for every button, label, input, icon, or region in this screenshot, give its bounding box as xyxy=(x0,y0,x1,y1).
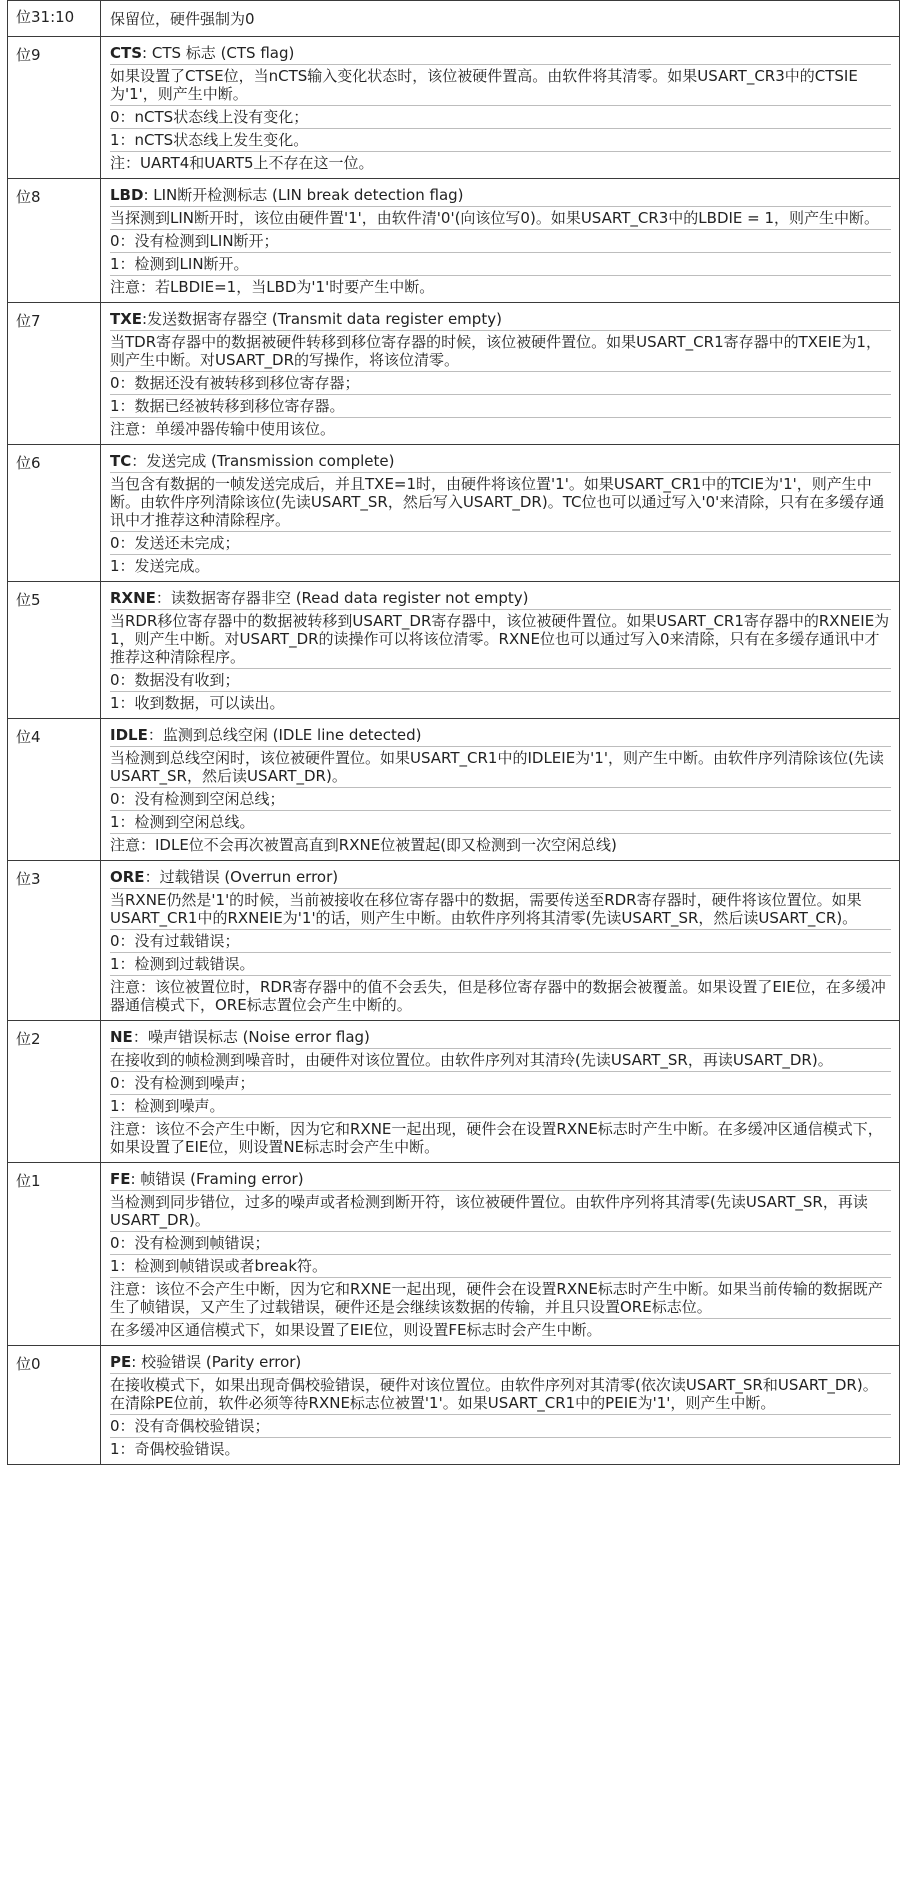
bit-abbreviation: TXE xyxy=(110,310,143,328)
bit-description-line: 0：发送还未完成； xyxy=(110,531,891,554)
bit-description-line: 注意：单缓冲器传输中使用该位。 xyxy=(110,417,891,440)
bit-description-line: 0：没有奇偶校验错误； xyxy=(110,1414,891,1437)
bit-abbreviation: CTS xyxy=(110,44,143,62)
bit-row xyxy=(8,303,900,445)
bit-title-text: : 帧错误 (Framing error) xyxy=(130,1170,304,1188)
bit-description xyxy=(101,303,900,445)
bit-label: 位3 xyxy=(8,861,101,1021)
bit-abbreviation: LBD xyxy=(110,186,144,204)
bit-title xyxy=(110,1168,891,1190)
bit-description-line: 0：数据没有收到； xyxy=(110,668,891,691)
bit-label: 位31:10 xyxy=(8,1,101,37)
bit-label: 位0 xyxy=(8,1346,101,1465)
bit-description-line: 0：没有检测到LIN断开； xyxy=(110,229,891,252)
bit-description-line: 在接收到的帧检测到噪音时，由硬件对该位置位。由软件序列对其清玲(先读USART_SR，再读USART_DR)。 xyxy=(110,1048,891,1071)
bit-description-line: 注意：该位不会产生中断，因为它和RXNE一起出现，硬件会在设置RXNE标志时产生中断。在多缓冲区通信模式下，如果设置了EIE位，则设置NE标志时会产生中断。 xyxy=(110,1117,891,1158)
bit-title xyxy=(110,8,891,30)
bit-description-line: 当探测到LIN断开时，该位由硬件置'1'，由软件清'0'(向该位写0)。如果USART_CR3中的LBDIE = 1，则产生中断。 xyxy=(110,206,891,229)
bit-description xyxy=(101,1,900,37)
bit-title xyxy=(110,587,891,609)
bit-description-line: 1：检测到噪声。 xyxy=(110,1094,891,1117)
bit-description-line: 在多缓冲区通信模式下，如果设置了EIE位，则设置FE标志时会产生中断。 xyxy=(110,1318,891,1341)
bit-title-text: :发送数据寄存器空 (Transmit data register empty) xyxy=(142,310,502,328)
bit-description-line: 当检测到同步错位，过多的噪声或者检测到断开符，该位被硬件置位。由软件序列将其清零(先读USART_SR，再读USART_DR)。 xyxy=(110,1190,891,1231)
bit-description-line: 1：奇偶校验错误。 xyxy=(110,1437,891,1460)
bit-description-line: 当TDR寄存器中的数据被硬件转移到移位寄存器的时候，该位被硬件置位。如果USART_CR1寄存器中的TXEIE为1，则产生中断。对USART_DR的写操作，将该位清零。 xyxy=(110,330,891,371)
bit-abbreviation: FE xyxy=(110,1170,131,1188)
bit-description xyxy=(101,582,900,719)
bit-description-line: 0：数据还没有被转移到移位寄存器； xyxy=(110,371,891,394)
bit-title-text: ：监测到总线空闲 (IDLE line detected) xyxy=(147,726,422,744)
bit-description-line: 在接收模式下，如果出现奇偶校验错误，硬件对该位置位。由软件序列对其清零(依次读USART_SR和USART_DR)。在清除PE位前，软件必须等待RXNE标志位被置'1'。如果USART_CR1中的PEIE为'1'，则产生中断。 xyxy=(110,1373,891,1414)
bit-abbreviation: TC xyxy=(110,452,132,470)
bit-abbreviation: RXNE xyxy=(110,589,156,607)
bit-label: 位1 xyxy=(8,1163,101,1346)
bit-label: 位7 xyxy=(8,303,101,445)
bit-row xyxy=(8,445,900,582)
bit-row xyxy=(8,861,900,1021)
bit-description-line: 1：检测到帧错误或者break符。 xyxy=(110,1254,891,1277)
bit-title xyxy=(110,1351,891,1373)
bit-description-line: 1：检测到空闲总线。 xyxy=(110,810,891,833)
bit-description-line: 当RDR移位寄存器中的数据被转移到USART_DR寄存器中，该位被硬件置位。如果USART_CR1寄存器中的RXNEIE为1，则产生中断。对USART_DR的读操作可以将该位清零。RXNE位也可以通过写入0来清除，只有在多缓存通讯中才推荐这种清除程序。 xyxy=(110,609,891,668)
bit-description xyxy=(101,1346,900,1465)
bit-title xyxy=(110,866,891,888)
bit-title xyxy=(110,308,891,330)
bit-label: 位2 xyxy=(8,1021,101,1163)
bit-title-text: ：读数据寄存器非空 (Read data register not empty) xyxy=(155,589,529,607)
bit-title xyxy=(110,724,891,746)
bit-title xyxy=(110,1026,891,1048)
bit-abbreviation: NE xyxy=(110,1028,133,1046)
bit-title-text: 保留位，硬件强制为0 xyxy=(110,10,255,28)
bit-description xyxy=(101,861,900,1021)
bit-row xyxy=(8,179,900,303)
bit-title-text: : CTS 标志 (CTS flag) xyxy=(142,44,295,62)
bit-description-line: 1：收到数据，可以读出。 xyxy=(110,691,891,714)
bit-title-text: ：发送完成 (Transmission complete) xyxy=(131,452,395,470)
bit-title-text: : LIN断开检测标志 (LIN break detection flag) xyxy=(143,186,464,204)
bit-description-line: 注意：若LBDIE=1，当LBD为'1'时要产生中断。 xyxy=(110,275,891,298)
bit-abbreviation: IDLE xyxy=(110,726,148,744)
bit-abbreviation: ORE xyxy=(110,868,145,886)
bit-row xyxy=(8,1021,900,1163)
bit-description xyxy=(101,1021,900,1163)
bit-label: 位6 xyxy=(8,445,101,582)
bit-description-line: 当RXNE仍然是'1'的时候，当前被接收在移位寄存器中的数据，需要传送至RDR寄存器时，硬件将该位置位。如果USART_CR1中的RXNEIE为'1'的话，则产生中断。由软件序列将其清零(先读USART_SR，然后读USART_CR)。 xyxy=(110,888,891,929)
bit-label: 位4 xyxy=(8,719,101,861)
bit-description xyxy=(101,179,900,303)
bit-description xyxy=(101,445,900,582)
bit-description xyxy=(101,1163,900,1346)
bit-label: 位8 xyxy=(8,179,101,303)
bit-description-line: 1：nCTS状态线上发生变化。 xyxy=(110,128,891,151)
bit-table-body xyxy=(8,1,900,1465)
bit-description-line: 注意：IDLE位不会再次被置高直到RXNE位被置起(即又检测到一次空闲总线) xyxy=(110,833,891,856)
bit-description-line: 0：nCTS状态线上没有变化； xyxy=(110,105,891,128)
bit-row xyxy=(8,1346,900,1465)
bit-row xyxy=(8,37,900,179)
bit-description-line: 当包含有数据的一帧发送完成后，并且TXE=1时，由硬件将该位置'1'。如果USART_CR1中的TCIE为'1'，则产生中断。由软件序列清除该位(先读USART_SR，然后写入USART_DR)。TC位也可以通过写入'0'来清除，只有在多缓存通讯中才推荐这种清除程序。 xyxy=(110,472,891,531)
register-table-sheet xyxy=(7,0,900,1465)
bit-description-line: 0：没有检测到空闲总线； xyxy=(110,787,891,810)
bit-title xyxy=(110,42,891,64)
bit-description-line: 0：没有检测到噪声； xyxy=(110,1071,891,1094)
usart-sr-bit-table xyxy=(7,0,900,1465)
bit-description xyxy=(101,37,900,179)
bit-description-line: 如果设置了CTSE位，当nCTS输入变化状态时，该位被硬件置高。由软件将其清零。如果USART_CR3中的CTSIE为'1'，则产生中断。 xyxy=(110,64,891,105)
bit-description-line: 注意：该位不会产生中断，因为它和RXNE一起出现，硬件会在设置RXNE标志时产生中断。如果当前传输的数据既产生了帧错误，又产生了过载错误，硬件还是会继续该数据的传输，并且只设置ORE标志位。 xyxy=(110,1277,891,1318)
bit-description-line: 0：没有过载错误； xyxy=(110,929,891,952)
bit-row xyxy=(8,1,900,37)
bit-description-line: 1：检测到过载错误。 xyxy=(110,952,891,975)
bit-row xyxy=(8,1163,900,1346)
bit-title-text: : 校验错误 (Parity error) xyxy=(131,1353,302,1371)
bit-description-line: 1：检测到LIN断开。 xyxy=(110,252,891,275)
bit-description-line: 1：数据已经被转移到移位寄存器。 xyxy=(110,394,891,417)
bit-row xyxy=(8,582,900,719)
bit-row xyxy=(8,719,900,861)
bit-title-text: ：噪声错误标志 (Noise error flag) xyxy=(132,1028,370,1046)
bit-description-line: 当检测到总线空闲时，该位被硬件置位。如果USART_CR1中的IDLEIE为'1'，则产生中断。由软件序列清除该位(先读USART_SR，然后读USART_DR)。 xyxy=(110,746,891,787)
bit-description-line: 注意：该位被置位时，RDR寄存器中的值不会丢失，但是移位寄存器中的数据会被覆盖。如果设置了EIE位，在多缓冲器通信模式下，ORE标志置位会产生中断的。 xyxy=(110,975,891,1016)
bit-title xyxy=(110,184,891,206)
bit-label: 位5 xyxy=(8,582,101,719)
bit-abbreviation: PE xyxy=(110,1353,132,1371)
bit-title-text: ：过载错误 (Overrun error) xyxy=(144,868,339,886)
bit-label: 位9 xyxy=(8,37,101,179)
bit-description-line: 0：没有检测到帧错误； xyxy=(110,1231,891,1254)
bit-description-line: 1：发送完成。 xyxy=(110,554,891,577)
bit-title xyxy=(110,450,891,472)
bit-description xyxy=(101,719,900,861)
bit-description-line: 注：UART4和UART5上不存在这一位。 xyxy=(110,151,891,174)
